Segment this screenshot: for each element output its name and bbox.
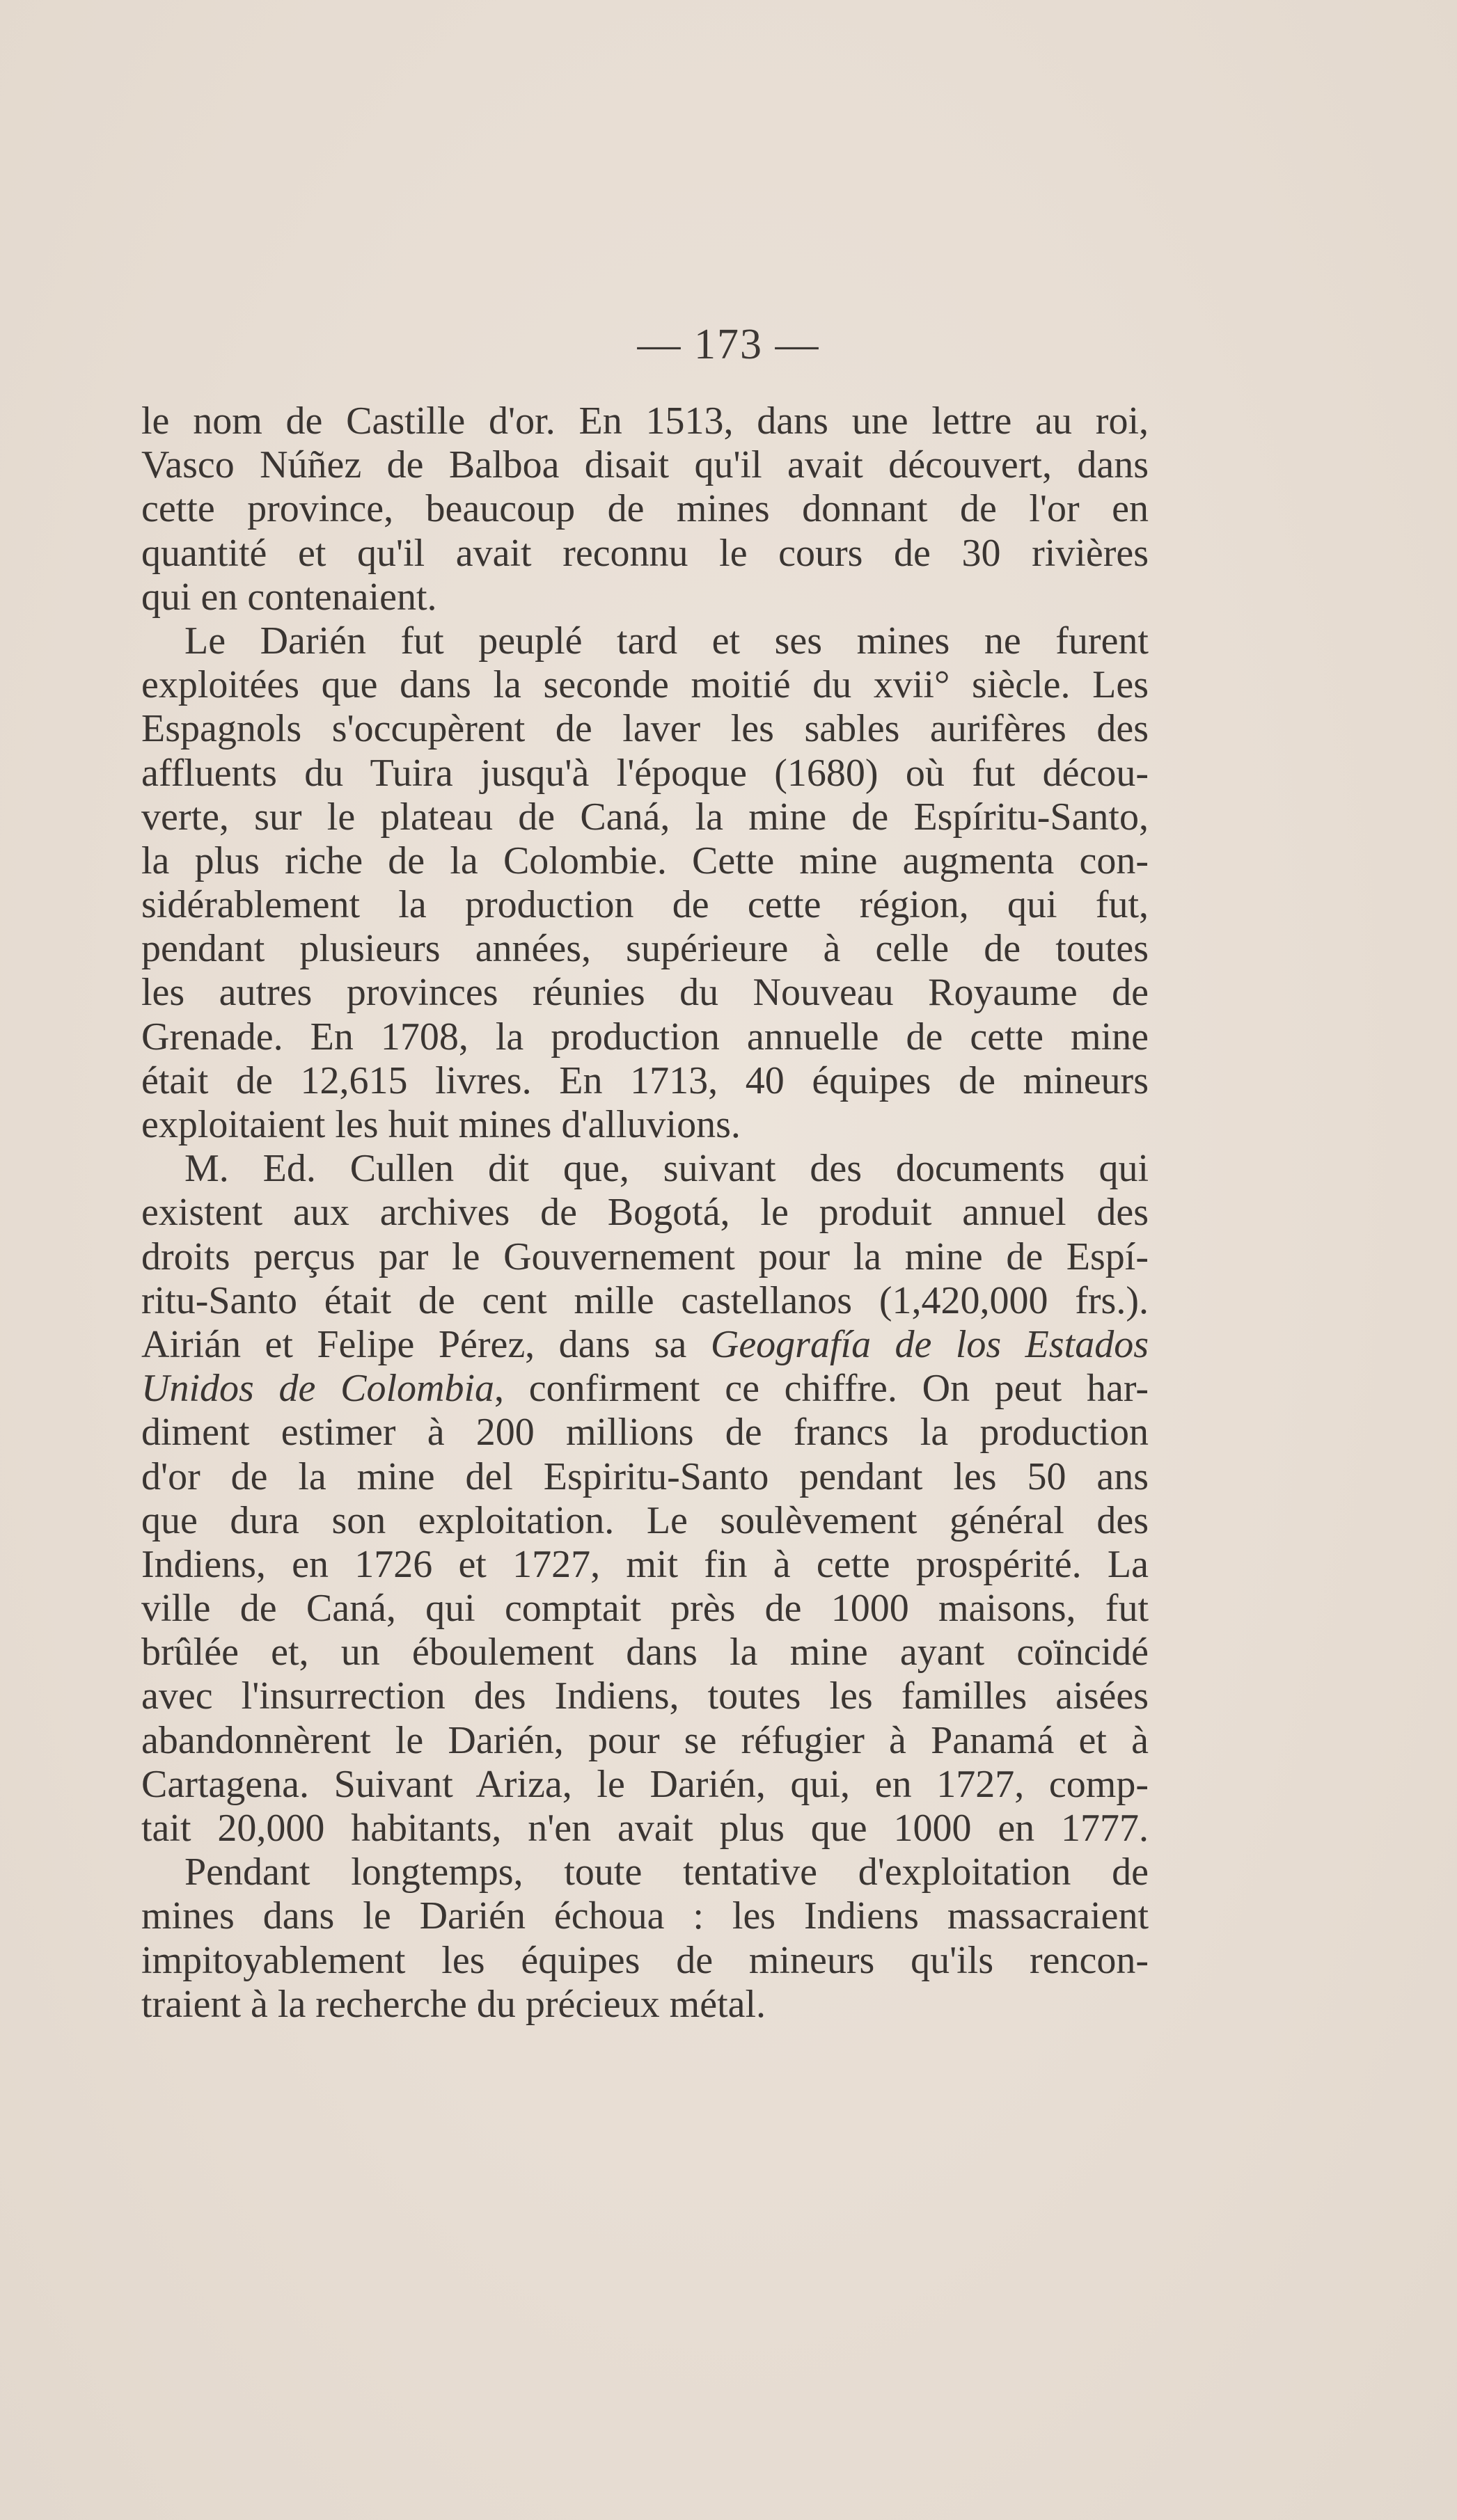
text-line: mines dans le Darién échoua : les Indiens massacraient xyxy=(141,1894,1149,1938)
text-line: diment estimer à 200 millions de francs la production xyxy=(141,1411,1149,1455)
text-line: impitoyablement les équipes de mineurs qu'ils rencon- xyxy=(141,1938,1149,1982)
text-line: que dura son exploitation. Le soulèvement général des xyxy=(141,1498,1149,1542)
text-line: les autres provinces réunies du Nouveau Royaume de xyxy=(141,971,1149,1015)
text-line: existent aux archives de Bogotá, le produit annuel des xyxy=(141,1191,1149,1235)
text-line: le nom de Castille d'or. En 1513, dans une lettre au roi, xyxy=(141,399,1149,443)
text-line: droits perçus par le Gouvernement pour la mine de Espí- xyxy=(141,1235,1149,1278)
text-line: Vasco Núñez de Balboa disait qu'il avait découvert, dans xyxy=(141,443,1149,487)
text-fragment: Airián et Felipe Pérez, dans sa xyxy=(141,1322,687,1366)
text-line: abandonnèrent le Darién, pour se réfugier à Panamá et à xyxy=(141,1718,1149,1762)
text-line: Pendant longtemps, toute tentative d'exploitation de xyxy=(184,1851,1149,1894)
text-line: ville de Caná, qui comptait près de 1000 maisons, fut xyxy=(141,1587,1149,1631)
page-number: — 173 — xyxy=(637,321,820,368)
text-line: Espagnols s'occupèrent de laver les sables aurifères des xyxy=(141,707,1149,751)
text-line: verte, sur le plateau de Caná, la mine de Espíritu-Santo, xyxy=(141,795,1149,839)
text-line xyxy=(141,1367,1149,1411)
text-line: avec l'insurrection des Indiens, toutes les familles aisées xyxy=(141,1674,1149,1718)
text-line: ritu-Santo était de cent mille castellanos (1,420,000 frs.). xyxy=(141,1278,1149,1322)
text-line: exploitaient les huit mines d'alluvions. xyxy=(141,1103,741,1146)
text-line: était de 12,615 livres. En 1713, 40 équipes de mineurs xyxy=(141,1059,1149,1102)
text-line: quantité et qu'il avait reconnu le cours de 30 rivières xyxy=(141,531,1149,575)
text-line: Cartagena. Suivant Ariza, le Darién, qui, en 1727, comp- xyxy=(141,1762,1149,1806)
text-line: affluents du Tuira jusqu'à l'époque (1680) où fut décou- xyxy=(141,751,1149,795)
text-line: Grenade. En 1708, la production annuelle de cette mine xyxy=(141,1015,1149,1059)
italic-title: Unidos de Colombia xyxy=(141,1367,495,1411)
text-line: brûlée et, un éboulement dans la mine ayant coïncidé xyxy=(141,1631,1149,1674)
text-line: traient à la recherche du précieux métal. xyxy=(141,1982,766,2026)
text-line: Indiens, en 1726 et 1727, mit fin à cette prospérité. La xyxy=(141,1542,1149,1586)
text-line: qui en contenaient. xyxy=(141,575,437,619)
text-line: cette province, beaucoup de mines donnant de l'or en xyxy=(141,487,1149,531)
text-line: exploitées que dans la seconde moitié du xvii° siècle. Les xyxy=(141,663,1149,707)
text-line: la plus riche de la Colombie. Cette mine augmenta con- xyxy=(141,839,1149,882)
text-line: tait 20,000 habitants, n'en avait plus que 1000 en 1777. xyxy=(141,1807,1149,1850)
text-line: d'or de la mine del Espiritu-Santo pendant les 50 ans xyxy=(141,1455,1149,1498)
text-line: sidérablement la production de cette région, qui fut, xyxy=(141,883,1149,927)
body-text xyxy=(141,399,1149,2027)
text-line: Le Darién fut peuplé tard et ses mines ne furent xyxy=(184,619,1149,663)
text-line xyxy=(141,1323,1149,1367)
italic-title: Geografía de los Estados xyxy=(710,1322,1149,1366)
text-line: pendant plusieurs années, supérieure à celle de toutes xyxy=(141,927,1149,971)
text-line: M. Ed. Cullen dit que, suivant des documents qui xyxy=(184,1147,1149,1191)
text-fragment: , confirment ce chiffre. On peut har- xyxy=(494,1367,1149,1411)
